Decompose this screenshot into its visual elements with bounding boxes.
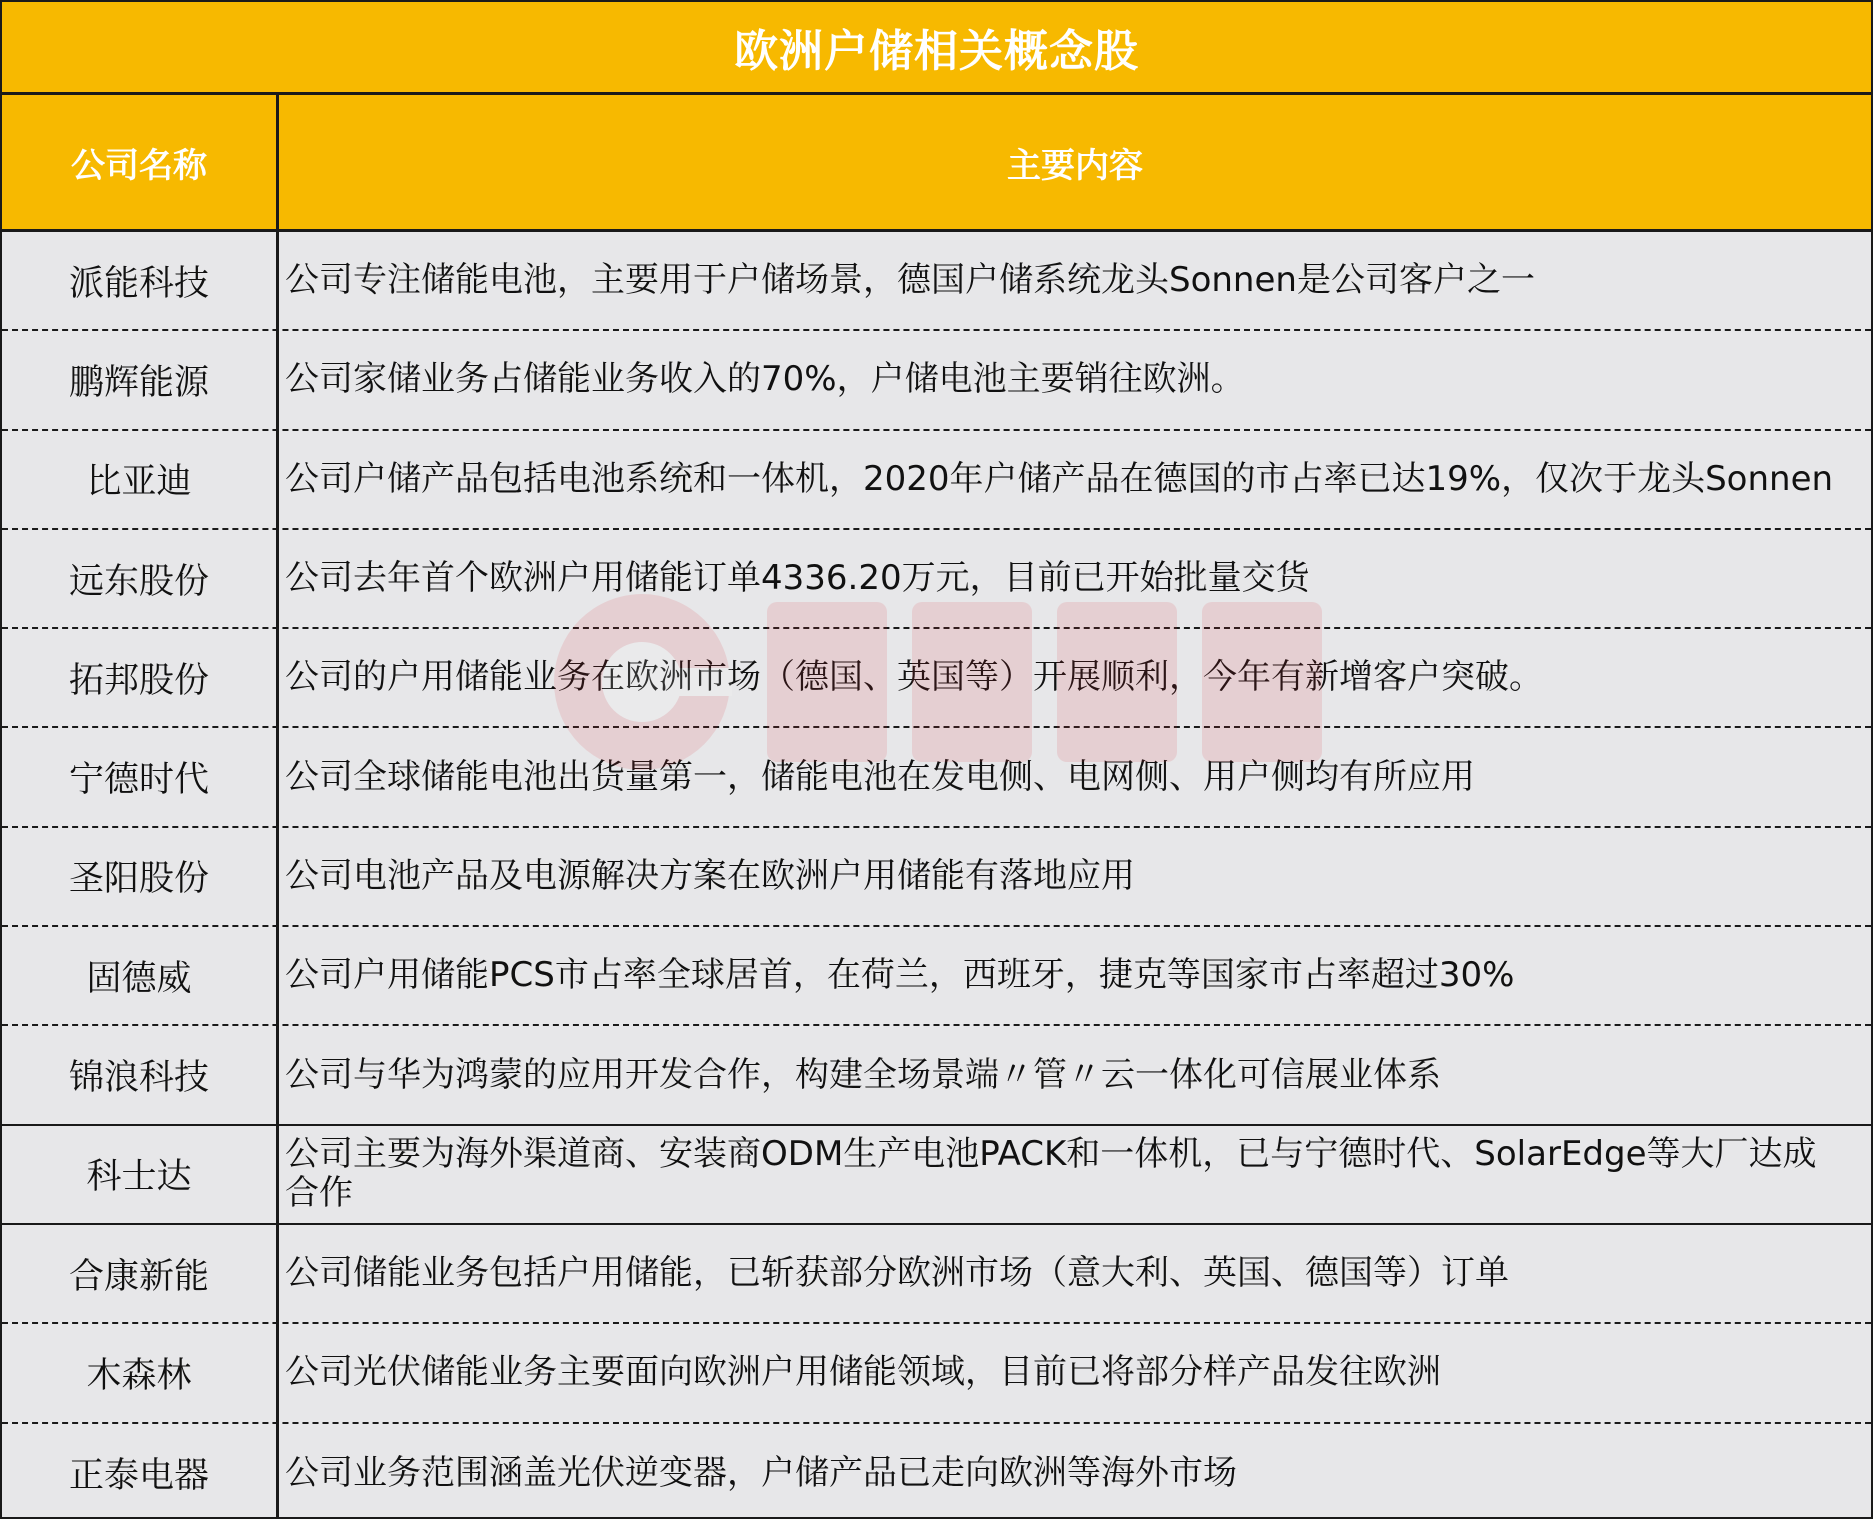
table-row — [2, 530, 1871, 629]
table-row — [2, 728, 1871, 827]
table-row — [2, 828, 1871, 927]
table-row — [2, 927, 1871, 1026]
company-content: 公司的户用储能业务在欧洲市场（德国、英国等）开展顺利，今年有新增客户突破。 — [285, 657, 1543, 698]
company-name: 合康新能 — [68, 1256, 209, 1297]
table-header-row — [2, 95, 1871, 232]
table-row — [2, 629, 1871, 728]
company-content: 公司家储业务占储能业务收入的70%，户储电池主要销往欧洲。 — [285, 359, 1245, 400]
company-name: 鹏辉能源 — [68, 362, 209, 403]
table-body — [2, 232, 1871, 1519]
company-name: 科士达 — [86, 1157, 192, 1198]
company-content: 公司与华为鸿蒙的应用开发合作，构建全场景端〃管〃云一体化可信展业体系 — [285, 1054, 1441, 1095]
company-content: 公司户用储能PCS市占率全球居首，在荷兰，西班牙，捷克等国家市占率超过30% — [285, 955, 1515, 996]
table-row — [2, 1225, 1871, 1324]
table-row — [2, 1424, 1871, 1519]
table-row — [2, 1026, 1871, 1125]
header-company-name: 公司名称 — [71, 145, 207, 186]
table-row — [2, 431, 1871, 530]
company-name: 圣阳股份 — [68, 859, 209, 900]
table-row — [2, 331, 1871, 430]
company-name: 锦浪科技 — [68, 1058, 209, 1099]
company-name: 正泰电器 — [68, 1456, 209, 1497]
company-name: 宁德时代 — [68, 760, 209, 801]
company-content: 公司光伏储能业务主要面向欧洲户用储能领域，目前已将部分样产品发往欧洲 — [285, 1352, 1441, 1393]
company-content: 公司业务范围涵盖光伏逆变器，户储产品已走向欧洲等海外市场 — [285, 1452, 1237, 1493]
company-name: 远东股份 — [68, 561, 209, 602]
company-name: 拓邦股份 — [68, 660, 209, 701]
company-name: 派能科技 — [68, 263, 209, 304]
company-content: 公司专注储能电池，主要用于户储场景，德国户储系统龙头Sonnen是公司客户之一 — [285, 260, 1535, 301]
table-title: 欧洲户储相关概念股 — [2, 2, 1871, 95]
company-name: 比亚迪 — [86, 462, 192, 503]
company-content: 公司储能业务包括户用储能，已斩获部分欧洲市场（意大利、英国、德国等）订单 — [285, 1253, 1509, 1294]
company-content: 公司主要为海外渠道商、安装商ODM生产电池PACK和一体机，已与宁德时代、SolarEdge等大厂达成合作 — [285, 1134, 1817, 1214]
company-name: 固德威 — [86, 958, 192, 999]
table-row — [2, 1324, 1871, 1423]
table-row — [2, 1126, 1871, 1225]
column-divider — [276, 95, 279, 1519]
table-row — [2, 232, 1871, 331]
company-content: 公司户储产品包括电池系统和一体机，2020年户储产品在德国的市占率已达19%，仅次于龙头Sonnen — [285, 458, 1834, 499]
company-content: 公司电池产品及电源解决方案在欧洲户用储能有落地应用 — [285, 855, 1135, 896]
company-content: 公司去年首个欧洲户用储能订单4336.20万元，目前已开始批量交货 — [285, 558, 1310, 599]
company-content: 公司全球储能电池出货量第一，储能电池在发电侧、电网侧、用户侧均有所应用 — [285, 756, 1475, 797]
company-name: 木森林 — [86, 1355, 192, 1396]
header-main-content: 主要内容 — [1007, 145, 1143, 186]
